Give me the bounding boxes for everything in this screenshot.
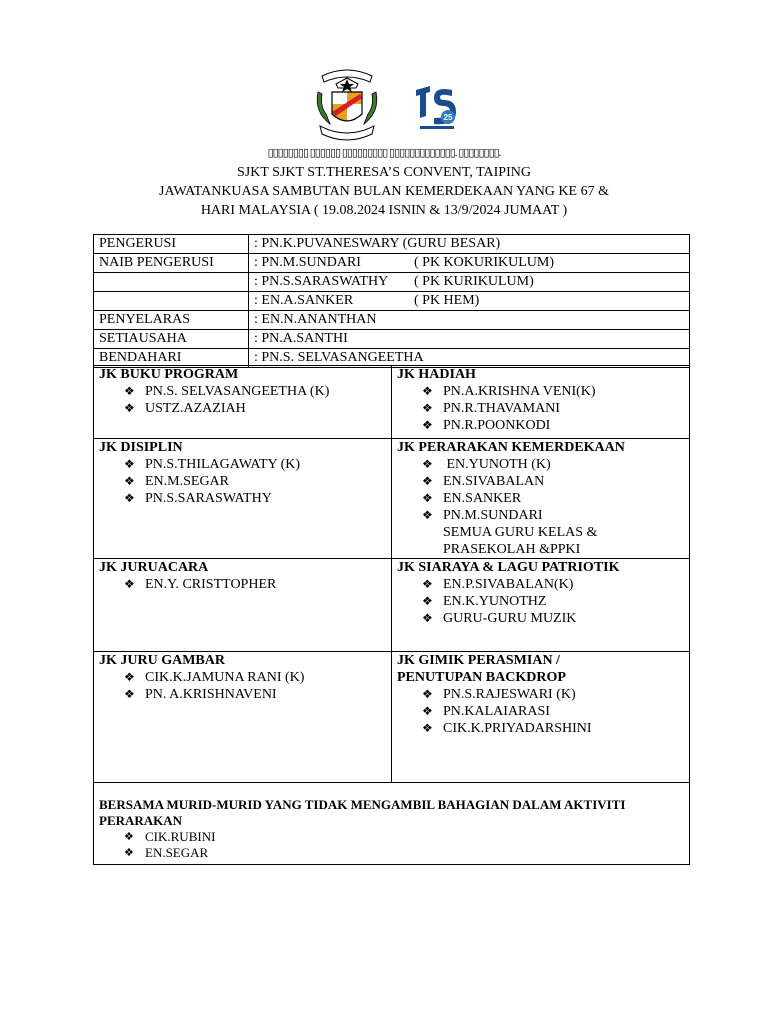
officer-row [94,273,690,292]
member-name: PN.KALAIARASI [443,704,550,719]
diamond-bullet-icon: ❖ [124,384,135,398]
officer-role: SETIAUSAHA [94,330,249,349]
diamond-bullet-icon: ❖ [124,491,135,505]
member-item [422,490,684,507]
officer-role: BENDAHARI [94,349,249,368]
member-name: EN.M.SEGAR [145,474,230,489]
member-name: PN.S.THILAGAWATY (K) [145,457,301,472]
diamond-bullet-icon: ❖ [422,611,433,625]
member-item [422,703,684,720]
member-item [422,417,684,434]
diamond-bullet-icon: ❖ [124,831,134,843]
officer-value [249,273,690,292]
member-item [124,845,684,861]
member-name: PN. A.KRISHNAVENI [145,687,277,702]
officer-note: ( PK HEM) [414,293,480,308]
officer-role [94,292,249,311]
diamond-bullet-icon: ❖ [422,457,433,471]
logo-area [0,64,768,144]
committee-gimik [392,652,690,783]
footer-cell [94,783,690,865]
tamil-school-name: ▯▯▯▯▯▯▯▯ ▯▯▯▯▯▯ ▯▯▯▯▯▯▯▯▯ ▯▯▯▯▯▯▯▯▯▯▯▯▯. ▯▯▯▯▯▯▯▯. [267,147,501,159]
member-name: EN.YUNOTH (K) [443,457,551,472]
diamond-bullet-icon: ❖ [124,847,134,859]
diamond-bullet-icon: ❖ [124,670,135,684]
diamond-bullet-icon: ❖ [422,474,433,488]
officer-value [249,311,690,330]
ts25-logo [414,84,458,130]
member-item [422,593,684,610]
member-item [422,610,684,627]
diamond-bullet-icon: ❖ [124,474,135,488]
member-item [422,383,684,400]
member-item [124,400,386,417]
committee-juru-gambar [94,652,392,783]
member-item [422,686,684,703]
member-item [124,829,684,845]
footer-row [94,783,690,865]
member-name: CIK.K.JAMUNA RANI (K) [145,670,305,685]
committee-row [94,439,690,559]
officer-name: : PN.K.PUVANESWARY (GURU BESAR) [254,236,501,251]
committee-hadiah [392,366,690,439]
officer-role: NAIB PENGERUSI [94,254,249,273]
member-name: EN.SANKER [443,491,522,506]
officer-row [94,330,690,349]
officer-name: : PN.M.SUNDARI [254,255,361,270]
officer-value [249,254,690,273]
member-name: EN.P.SIVABALAN(K) [443,577,574,592]
committees-table [93,365,690,865]
officer-role: PENGERUSI [94,235,249,254]
diamond-bullet-icon: ❖ [422,384,433,398]
committee-siaraya [392,559,690,652]
member-name: EN.K.YUNOTHZ [443,594,547,609]
member-item [124,383,386,400]
diamond-bullet-icon: ❖ [422,401,433,415]
member-note: PRASEKOLAH &PPKI [443,542,581,557]
officer-value [249,292,690,311]
committee-row [94,559,690,652]
officer-value [249,330,690,349]
member-name: PN.R.POONKODI [443,418,551,433]
committee-title: JK JURU GAMBAR [99,653,225,668]
member-name: PN.S.SARASWATHY [145,491,272,506]
member-name: GURU-GURU MUZIK [443,611,577,626]
committee-title: JK GIMIK PERASMIAN / [397,653,560,668]
member-item [422,720,684,737]
member-item [124,576,386,593]
member-item [422,576,684,593]
committee-perarakan [392,439,690,559]
diamond-bullet-icon: ❖ [422,418,433,432]
diamond-bullet-icon: ❖ [422,594,433,608]
officer-row [94,311,690,330]
officer-name: : EN.N.ANANTHAN [254,312,377,327]
school-name: SJKT SJKT ST.THERESA’S CONVENT, TAIPING [237,165,531,180]
officer-role: PENYELARAS [94,311,249,330]
member-item [422,507,684,524]
member-item [124,456,386,473]
officer-name: : PN.S. SELVASANGEETHA [254,350,424,365]
officers-table [93,234,690,368]
member-name: EN.SIVABALAN [443,474,545,489]
title-line-2: HARI MALAYSIA ( 19.08.2024 ISNIN & 13/9/2024 JUMAAT ) [200,203,568,218]
officer-name: : PN.A.SANTHI [254,331,348,346]
officer-role [94,273,249,292]
officer-row [94,235,690,254]
committee-juruacara [94,559,392,652]
committee-row [94,366,690,439]
diamond-bullet-icon: ❖ [422,508,433,522]
member-note: SEMUA GURU KELAS & [443,525,598,540]
diamond-bullet-icon: ❖ [422,687,433,701]
officer-note: ( PK KOKURIKULUM) [414,255,554,270]
footer-title-line-2: PERARAKAN [99,813,183,828]
member-name: CIK.K.PRIYADARSHINI [443,721,592,736]
member-name: PN.A.KRISHNA VENI(K) [443,384,596,399]
officer-note: ( PK KURIKULUM) [414,274,534,289]
committee-title: JK JURUACARA [99,560,209,575]
committee-title: JK HADIAH [397,367,476,382]
officer-row [94,254,690,273]
member-item [422,456,684,473]
member-name: PN.R.THAVAMANI [443,401,560,416]
committee-title: JK BUKU PROGRAM [99,367,239,382]
diamond-bullet-icon: ❖ [422,491,433,505]
member-item [124,669,386,686]
diamond-bullet-icon: ❖ [124,687,135,701]
member-item [124,473,386,490]
officer-name: : EN.A.SANKER [254,293,354,308]
member-item [124,686,386,703]
member-item [422,473,684,490]
diamond-bullet-icon: ❖ [124,577,135,591]
officer-value [249,235,690,254]
footer-title-line-1: BERSAMA MURID-MURID YANG TIDAK MENGAMBIL BAHAGIAN DALAM AKTIVITI [99,797,626,812]
document-header [0,144,768,220]
member-name: USTZ.AZAZIAH [145,401,246,416]
committee-title: JK PERARAKAN KEMERDEKAAN [397,440,625,455]
member-name: PN.M.SUNDARI [443,508,543,523]
footer-title [99,797,684,829]
member-name: PN.S.RAJESWARI (K) [443,687,576,702]
diamond-bullet-icon: ❖ [422,704,433,718]
officer-row [94,292,690,311]
committee-buku-program [94,366,392,439]
ts25-logo-text: 25 [443,113,453,122]
committee-disiplin [94,439,392,559]
member-item [422,400,684,417]
diamond-bullet-icon: ❖ [124,401,135,415]
member-name: EN.Y. CRISTTOPHER [145,577,277,592]
member-item [124,490,386,507]
title-line-1: JAWATANKUASA SAMBUTAN BULAN KEMERDEKAAN YANG KE 67 & [159,184,609,199]
member-name: CIK.RUBINI [145,829,216,844]
member-name: PN.S. SELVASANGEETHA (K) [145,384,330,399]
committee-title: JK SIARAYA & LAGU PATRIOTIK [397,560,620,575]
committee-title: JK DISIPLIN [99,440,183,455]
diamond-bullet-icon: ❖ [422,721,433,735]
officer-name: : PN.S.SARASWATHY [254,274,389,289]
committee-row [94,652,690,783]
committee-title-cont: PENUTUPAN BACKDROP [397,670,566,685]
member-name: EN.SEGAR [145,845,209,860]
school-crest-logo [312,64,382,144]
diamond-bullet-icon: ❖ [124,457,135,471]
diamond-bullet-icon: ❖ [422,577,433,591]
